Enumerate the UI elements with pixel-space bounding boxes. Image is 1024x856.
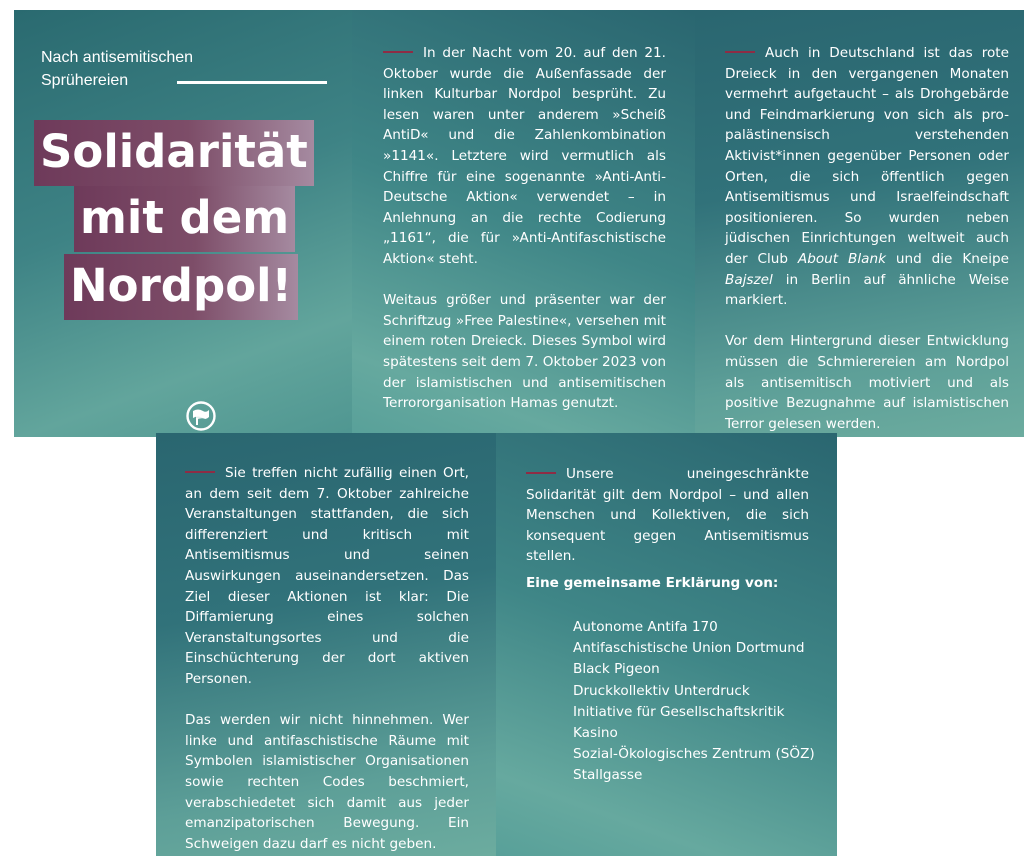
- panel-5-body: [526, 464, 809, 588]
- panel-3-body: [725, 43, 1009, 437]
- text-panel-5: [496, 433, 837, 856]
- cover-panel: [14, 10, 354, 437]
- text-panel-4: [156, 433, 496, 856]
- signer-item: Initiative für Gesellschaftskritik: [573, 703, 785, 720]
- club-name: About Blank: [797, 250, 886, 267]
- dash-marker: [725, 51, 755, 53]
- text-panel-3: [695, 10, 1024, 437]
- signer-item: Stallgasse: [573, 767, 643, 784]
- panel-4-paragraph-1: Sie treffen nicht zufällig einen Ort, an dem seit dem 7. Oktober zahlreiche Veranstaltungen stattfanden, die sich differenziert und kritisch mit Antisemitismus und seinen Auswirkungen auseinandersetzen. Das Ziel dieser Aktionen ist klar: Die Diffamierung eines solchen Veranstaltungsortes und die Einschüchterung der dort aktiven Personen.: [185, 465, 469, 687]
- panel-2-body: [383, 43, 666, 434]
- kicker-line-2: Sprühereien: [41, 72, 129, 89]
- panel-2-paragraph-2: Weitaus größer und präsenter war der Schriftzug »Free Palestine«, versehen mit einem roten Dreieck. Dieses Symbol wird spätestens seit dem 7. Oktober 2023 von der islamistischen und antisemitischen Terrororganisation Hamas genutzt.: [383, 292, 666, 412]
- headline-line-1: Solidarität: [34, 120, 314, 186]
- signer-item: Antifaschistische Union Dortmund: [573, 640, 805, 657]
- signer-item: Sozial-Ökologisches Zentrum (SÖZ): [573, 746, 815, 763]
- panel-4-paragraph-2: Das werden wir nicht hinnehmen. Wer linke und antifaschistische Räume mit Symbolen islamistischer Organisationen sowie rechten Codes beschmiert, verabschiedetet sich damit aus jeder emanzipatorischen Bewegung. Ein Schweigen dazu darf es nicht geben.: [185, 712, 469, 852]
- panel-4-body: [185, 463, 469, 856]
- kicker-underline: [177, 81, 327, 84]
- signers-list: [573, 617, 815, 787]
- panel-3-paragraph-2: Vor dem Hintergrund dieser Entwicklung müssen die Schmierereien am Nordpol als antisemitisch motiviert und als positive Bezugnahme auf islamistischen Terror gelesen werden.: [725, 333, 1009, 432]
- panel-5-paragraph-1: Unsere uneingeschränkte Solidarität gilt dem Nordpol – und allen Menschen und Kollektiven, die sich konsequent gegen Antisemitismus stellen.: [526, 466, 809, 565]
- dash-marker: [526, 472, 556, 474]
- kicker: [41, 46, 193, 92]
- signer-item: Druckkollektiv Unterdruck: [573, 682, 750, 699]
- dash-marker: [185, 471, 215, 473]
- signer-item: Autonome Antifa 170: [573, 619, 718, 635]
- signers-heading: Eine gemeinsame Erklärung von:: [526, 575, 779, 591]
- signer-item: Black Pigeon: [573, 661, 660, 678]
- headline-line-2: mit dem: [74, 186, 295, 252]
- text-panel-2: [352, 10, 695, 437]
- headline-line-3: Nordpol!: [64, 254, 298, 320]
- antifa-flag-icon: [186, 401, 216, 431]
- dash-marker: [383, 51, 413, 53]
- bar-name: Bajszel: [725, 271, 773, 288]
- kicker-line-1: Nach antisemitischen: [41, 49, 194, 66]
- panel-3-paragraph-1: Auch in Deutschland ist das rote Dreieck in den vergangenen Monaten vermehrt aufgetaucht – als Drohgebärde und Feindmarkierung von sich als pro-palästinensisch verstehenden Aktivist*innen gegenüber Personen oder Orten, die sich öffentlich gegen Antisemitismus und Israelfeindschaft positionieren. So wurden neben jüdischen Einrichtungen weltweit auch der Club About Blank und die Kneipe Bajszel in Berlin auf ähnliche Weise markiert.: [725, 45, 1009, 309]
- panel-2-paragraph-1: In der Nacht vom 20. auf den 21. Oktober wurde die Außenfassade der linken Kulturbar Nordpol besprüht. Zu lesen waren unter anderem »Scheiß AntiD« und die Zahlenkombination »1141«. Letztere wird vermutlich als Chiffre für eine sogenannte »Anti-Anti-Deutsche Aktion« verwendet – in Anlehnung an die rechte Codierung „1161“, die für »Anti-Antifaschistische Aktion« steht.: [383, 45, 666, 267]
- signer-item: Kasino: [573, 725, 618, 742]
